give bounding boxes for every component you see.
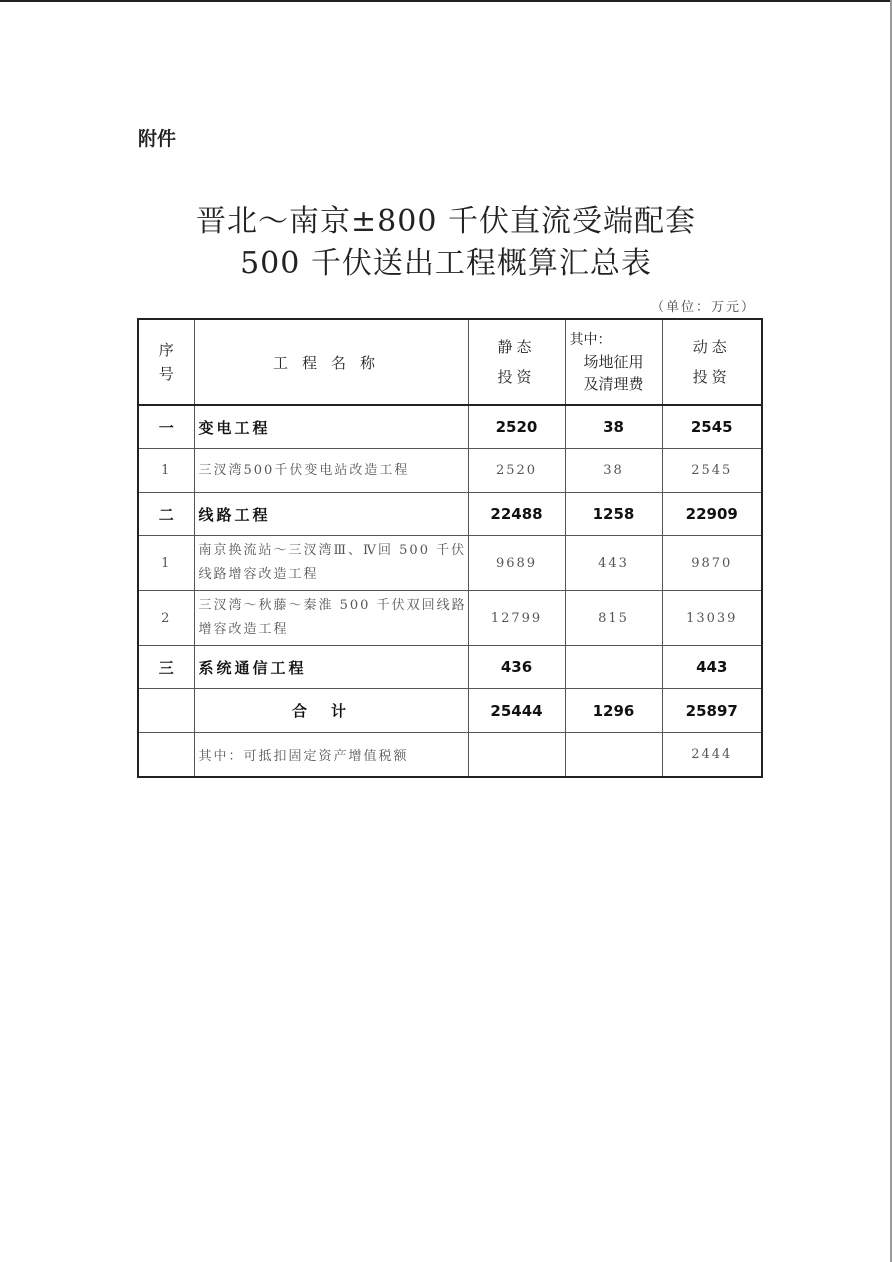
- cell-seq: [138, 733, 194, 778]
- cell-land: 38: [565, 405, 662, 449]
- vat-note-row: [138, 733, 762, 778]
- cell-project-name: 线路工程: [194, 493, 468, 536]
- cell-land: [565, 733, 662, 778]
- header-static-investment: [468, 319, 565, 405]
- cell-seq: 一: [138, 405, 194, 449]
- header-static-line-2: 投资: [497, 368, 536, 386]
- cell-land: 38: [565, 449, 662, 493]
- header-land-line-2: 场地征用: [583, 353, 644, 371]
- cell-seq: [138, 689, 194, 733]
- table-row: [138, 449, 762, 493]
- header-seq: [138, 319, 194, 405]
- cell-project-name: 系统通信工程: [194, 646, 468, 689]
- cell-seq: 2: [138, 591, 194, 646]
- cell-static: 2520: [468, 449, 565, 493]
- cell-static: 25444: [468, 689, 565, 733]
- cell-dynamic: 22909: [662, 493, 762, 536]
- cell-dynamic: 2545: [662, 449, 762, 493]
- cell-dynamic: 9870: [662, 536, 762, 591]
- title-line-2: 500 千伏送出工程概算汇总表: [240, 246, 652, 281]
- header-project-name: 工程名称: [194, 319, 468, 405]
- header-land-line-1: 其中：: [569, 332, 612, 348]
- cell-total-label: 合计: [194, 689, 468, 733]
- cell-land: 443: [565, 536, 662, 591]
- cell-dynamic: 2444: [662, 733, 762, 778]
- cell-project-name: 三汊湾～秋藤～秦淮 500 千伏双回线路增容改造工程: [194, 591, 468, 646]
- cell-land: [565, 646, 662, 689]
- cell-static: 22488: [468, 493, 565, 536]
- cell-dynamic: 25897: [662, 689, 762, 733]
- attachment-label: 附件: [138, 128, 177, 150]
- budget-summary-table: [137, 318, 763, 778]
- section-row-lines: [138, 493, 762, 536]
- cell-land: 1258: [565, 493, 662, 536]
- header-dynamic-line-2: 投资: [692, 368, 731, 386]
- header-static-line-1: 静态: [497, 338, 536, 356]
- cell-vat-label: 其中：可抵扣固定资产增值税额: [194, 733, 468, 778]
- table-row: [138, 536, 762, 591]
- cell-land: 815: [565, 591, 662, 646]
- cell-static: 436: [468, 646, 565, 689]
- section-row-substation: [138, 405, 762, 449]
- header-land-fee: [565, 319, 662, 405]
- cell-dynamic: 13039: [662, 591, 762, 646]
- cell-seq: 二: [138, 493, 194, 536]
- header-dynamic-investment: [662, 319, 762, 405]
- cell-project-name: 南京换流站～三汊湾Ⅲ、Ⅳ回 500 千伏线路增容改造工程: [194, 536, 468, 591]
- cell-project-name: 变电工程: [194, 405, 468, 449]
- cell-static: 2520: [468, 405, 565, 449]
- header-dynamic-line-1: 动态: [692, 338, 731, 356]
- top-border-line: [0, 0, 892, 2]
- cell-land: 1296: [565, 689, 662, 733]
- cell-dynamic: 443: [662, 646, 762, 689]
- table-row: [138, 591, 762, 646]
- section-row-communication: [138, 646, 762, 689]
- cell-seq: 1: [138, 449, 194, 493]
- cell-seq: 1: [138, 536, 194, 591]
- cell-static: 9689: [468, 536, 565, 591]
- cell-seq: 三: [138, 646, 194, 689]
- header-seq-line-1: 序: [158, 341, 174, 359]
- title-line-1: 晋北～南京±800 千伏直流受端配套: [196, 204, 696, 239]
- table-header-row: [138, 319, 762, 405]
- unit-note: （单位：万元）: [650, 300, 756, 315]
- header-land-line-3: 及清理费: [583, 375, 644, 393]
- cell-project-name: 三汊湾500千伏变电站改造工程: [194, 449, 468, 493]
- header-seq-line-2: 号: [158, 365, 174, 383]
- cell-static: [468, 733, 565, 778]
- cell-dynamic: 2545: [662, 405, 762, 449]
- cell-static: 12799: [468, 591, 565, 646]
- summary-table-container: [137, 318, 763, 778]
- total-row: [138, 689, 762, 733]
